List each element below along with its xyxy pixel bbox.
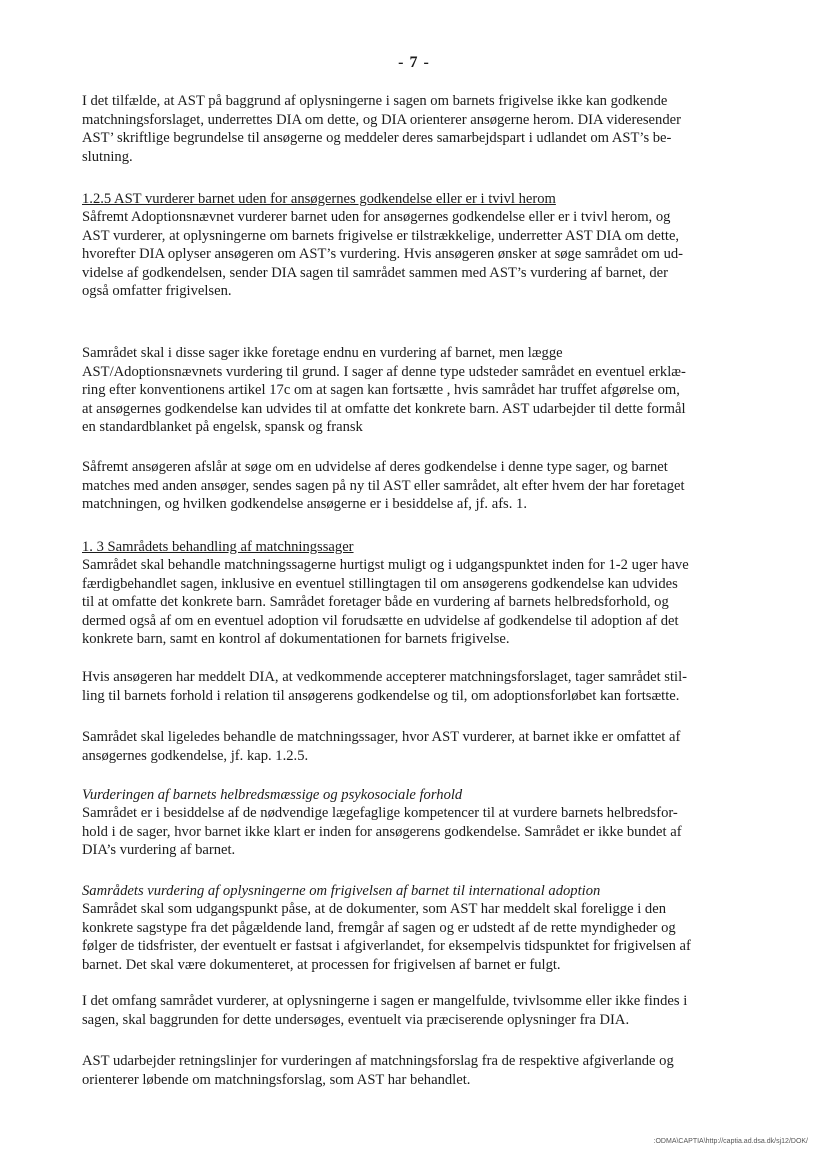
paragraph	[82, 804, 682, 860]
section-heading	[82, 786, 462, 805]
paragraph	[82, 458, 685, 514]
paragraph-line: matches med anden ansøger, sendes sagen på ny til AST eller samrådet, alt efter hvem der har foretaget	[82, 477, 685, 494]
paragraph	[82, 728, 680, 765]
paragraph	[82, 1052, 674, 1089]
paragraph-line: AST udarbejder retningslinjer for vurderingen af matchningsforslag fra de respektive afgiverlande og	[82, 1053, 674, 1069]
paragraph-line: færdigbehandlet sagen, inklusive en eventuel stillingtagen til om ansøgerens godkendelse kan udvides	[82, 575, 678, 592]
paragraph	[82, 668, 687, 705]
paragraph-line: Samrådet skal behandle matchningssagerne hurtigst muligt og i udgangspunktet inden for 1-2 uger have	[82, 557, 689, 573]
paragraph-line: DIA’s vurdering af barnet.	[82, 842, 236, 859]
section-heading	[82, 882, 600, 901]
paragraph-line: barnet. Det skal være dokumenteret, at processen for frigivelsen af barnet er fulgt.	[82, 956, 561, 973]
paragraph-line: Samrådet er i besiddelse af de nødvendige lægefaglige kompetencer til at vurdere barnets helbredsfor-	[82, 805, 678, 821]
document-path-footer: :ODMA\CAPTIA\http://captia.ad.dsa.dk/sj12/DOK/	[653, 1138, 808, 1145]
paragraph-line: ansøgernes godkendelse, jf. kap. 1.2.5.	[82, 747, 309, 764]
paragraph-line: orienterer løbende om matchningsforslag, som AST har behandlet.	[82, 1071, 471, 1088]
section-heading	[82, 190, 556, 209]
paragraph-line: AST vurderer, at oplysningerne om barnets frigivelse er tilstrækkelige, underretter AST DIA om dette,	[82, 227, 680, 244]
paragraph	[82, 208, 683, 301]
section-heading	[82, 538, 354, 557]
paragraph-line: matchningsforslaget, underrettes DIA om dette, og DIA orienterer ansøgerne herom. DIA videresender	[82, 111, 681, 128]
paragraph-line: I det tilfælde, at AST på baggrund af oplysningerne i sagen om barnets frigivelse ikke kan godkende	[82, 93, 668, 109]
paragraph-line: Samrådet skal som udgangspunkt påse, at de dokumenter, som AST har meddelt skal foreligge i den	[82, 901, 666, 917]
heading-text: 1.2.5 AST vurderer barnet uden for ansøgernes godkendelse eller er i tvivl herom	[82, 191, 556, 207]
paragraph-line: slutning.	[82, 148, 133, 165]
paragraph-line: AST’ skriftlige begrundelse til ansøgerne og meddeler deres samarbejdspart i udlandet om AST’s be-	[82, 130, 672, 147]
paragraph	[82, 900, 691, 974]
paragraph-line: Såfremt ansøgeren afslår at søge om en udvidelse af deres godkendelse i denne type sager, og barnet	[82, 459, 668, 475]
heading-text: 1. 3 Samrådets behandling af matchningssager	[82, 539, 354, 555]
paragraph-line: Hvis ansøgeren har meddelt DIA, at vedkommende accepterer matchningsforslaget, tager samrådet stil-	[82, 669, 688, 685]
paragraph-line: dermed også af om en eventuel adoption vil forudsætte en udvidelse af godkendelse til adoption af det	[82, 612, 679, 629]
heading-text: Samrådets vurdering af oplysningerne om frigivelsen af barnet til international adoption	[82, 883, 601, 899]
paragraph-line: hold i de sager, hvor barnet ikke klart er inden for ansøgerens godkendelse. Samrådet er ikke bundet af	[82, 823, 682, 840]
paragraph-line: konkrete barn, samt en kontrol af dokumentationen for barnets frigivelse.	[82, 631, 510, 648]
paragraph	[82, 992, 687, 1029]
paragraph-line: hvorefter DIA oplyser ansøgeren om AST’s vurdering. Hvis ansøgeren ønsker at søge samrådet om ud-	[82, 246, 684, 263]
paragraph	[82, 92, 681, 166]
paragraph-line: AST/Adoptionsnævnets vurdering til grund. I sager af denne type udsteder samrådet en eventuel erklæ-	[82, 363, 686, 380]
paragraph-line: I det omfang samrådet vurderer, at oplysningerne i sagen er mangelfulde, tvivlsomme eller ikke findes i	[82, 993, 688, 1009]
paragraph-line: konkrete sagstype fra det pågældende land, fremgår af sagen og er udstedt af de rette myndigheder og	[82, 919, 676, 936]
paragraph	[82, 556, 689, 649]
paragraph-line: Samrådet skal ligeledes behandle de matchningssager, hvor AST vurderer, at barnet ikke er omfattet af	[82, 729, 681, 745]
paragraph-line: at ansøgernes godkendelse kan udvides til at omfatte det konkrete barn. AST udarbejder til dette formål	[82, 400, 686, 417]
paragraph	[82, 344, 686, 437]
paragraph-line: sagen, skal baggrunden for dette undersøges, eventuelt via præciserende oplysninger fra DIA.	[82, 1011, 630, 1028]
paragraph-line: Samrådet skal i disse sager ikke foretage endnu en vurdering af barnet, men lægge	[82, 345, 563, 361]
paragraph-line: ling til barnets forhold i relation til ansøgerens godkendelse og til, om adoptionsforløbet kan fortsætte.	[82, 687, 680, 704]
heading-text: Vurderingen af barnets helbredsmæssige og psykosociale forhold	[82, 787, 463, 803]
paragraph-line: matchningen, og hvilken godkendelse ansøgerne er i besiddelse af, jf. afs. 1.	[82, 496, 527, 513]
paragraph-line: følger de tidsfrister, der eventuelt er fastsat i afgiverlandet, for eksempelvis tidspunktet for frigivelsen af	[82, 938, 691, 955]
paragraph-line: videlse af godkendelsen, sender DIA sagen til samrådet sammen med AST’s vurdering af barnet, der	[82, 264, 669, 281]
paragraph-line: til at omfatte det konkrete barn. Samrådet foretager både en vurdering af barnets helbredsforhold, og	[82, 594, 669, 611]
paragraph-line: Såfremt Adoptionsnævnet vurderer barnet uden for ansøgernes godkendelse eller er i tvivl herom, og	[82, 209, 671, 225]
page-number: - 7 -	[398, 54, 430, 71]
paragraph-line: også omfatter frigivelsen.	[82, 283, 232, 300]
paragraph-line: en standardblanket på engelsk, spansk og fransk	[82, 419, 363, 436]
paragraph-line: ring efter konventionens artikel 17c om at sagen kan fortsætte , hvis samrådet har truffet afgørelse om,	[82, 382, 680, 399]
